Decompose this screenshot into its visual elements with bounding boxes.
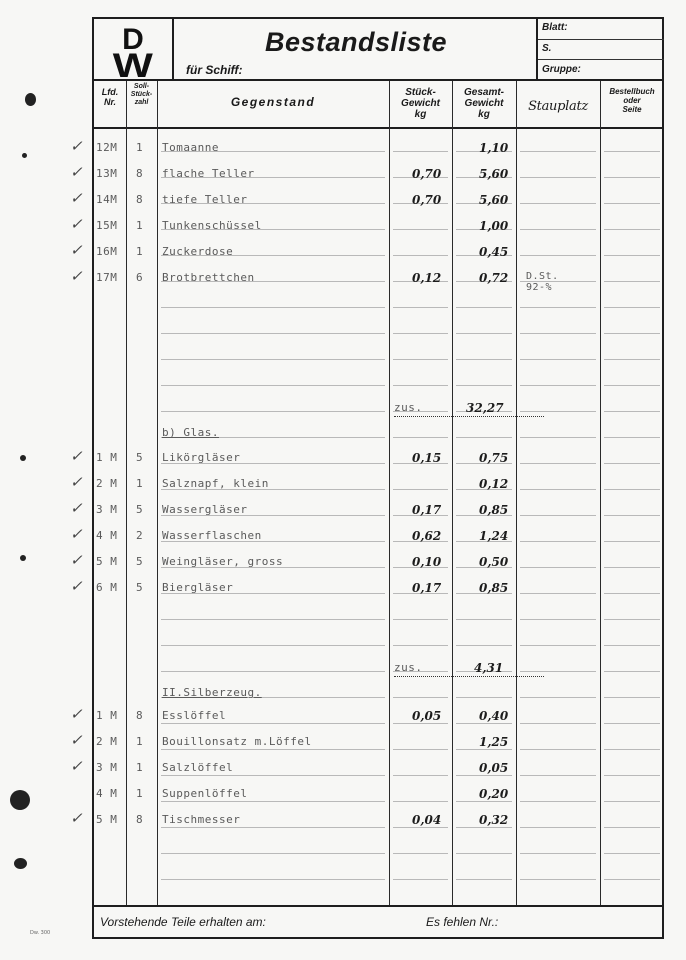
table-row	[70, 757, 666, 781]
row-number: 13M	[96, 167, 118, 180]
table-row	[70, 267, 666, 293]
row-item-name: Zuckerdose	[162, 245, 234, 258]
row-number: 3 M	[96, 761, 118, 774]
punch-hole	[22, 153, 27, 158]
row-quantity: 1	[136, 761, 144, 774]
row-total-weight: 0,40	[479, 709, 509, 723]
row-quantity: 1	[136, 787, 144, 800]
row-quantity: 6	[136, 271, 144, 284]
row-number: 12M	[96, 141, 118, 154]
check-mark: ✓	[70, 757, 83, 775]
row-item-name: Brotbrettchen	[162, 271, 255, 284]
table-row	[70, 525, 666, 549]
section-glass-title: b) Glas.	[162, 426, 219, 439]
check-mark: ✓	[70, 267, 83, 285]
row-number: 5 M	[96, 555, 118, 568]
row-total-weight: 0,85	[479, 581, 509, 595]
table-row	[70, 241, 666, 265]
table-row	[94, 785, 666, 807]
row-item-name: Salzlöffel	[162, 761, 234, 774]
row-quantity: 5	[136, 581, 144, 594]
row-number: 3 M	[96, 503, 118, 516]
row-quantity: 8	[136, 193, 144, 206]
row-item-name: Tomaanne	[162, 141, 219, 154]
punch-hole	[20, 455, 26, 461]
row-quantity: 1	[136, 735, 144, 748]
subtotal-label: zus.	[394, 401, 423, 414]
section-heading	[94, 684, 666, 706]
row-total-weight: 5,60	[479, 167, 509, 181]
row-total-weight: 0,72	[479, 271, 509, 285]
row-item-name: Wasserflaschen	[162, 529, 262, 542]
row-unit-weight: 0,70	[412, 193, 442, 207]
row-total-weight: 0,75	[479, 451, 509, 465]
row-unit-weight: 0,04	[412, 813, 442, 827]
received-label: Vorstehende Teile erhalten am:	[100, 915, 266, 929]
row-item-name: Salznapf, klein	[162, 477, 269, 490]
row-number: 5 M	[96, 813, 118, 826]
subtotal-label: zus.	[394, 661, 423, 674]
ship-label: für Schiff:	[186, 63, 243, 77]
punch-hole	[20, 555, 26, 561]
subtotal-row	[94, 399, 666, 421]
check-mark: ✓	[70, 809, 83, 827]
row-unit-weight: 0,10	[412, 555, 442, 569]
row-item-name: Tunkenschüssel	[162, 219, 262, 232]
col-storage: Stauplatz	[528, 99, 588, 114]
row-quantity: 5	[136, 451, 144, 464]
row-quantity: 1	[136, 141, 144, 154]
col-total-weight: Gesamt- Gewicht kg	[463, 87, 504, 120]
row-quantity: 8	[136, 709, 144, 722]
col-order-book: Bestellbuch oder Seite	[609, 87, 655, 114]
check-mark: ✓	[70, 499, 83, 517]
table-row	[70, 215, 666, 239]
row-item-name: Likörgläser	[162, 451, 241, 464]
subtotal-value: 4,31	[474, 661, 504, 675]
table-row	[70, 163, 666, 187]
row-total-weight: 0,05	[479, 761, 509, 775]
row-total-weight: 0,12	[479, 477, 509, 491]
row-quantity: 8	[136, 813, 144, 826]
logo-letter-w: W	[112, 46, 153, 79]
form-footer	[94, 905, 662, 937]
check-mark: ✓	[70, 577, 83, 595]
row-unit-weight: 0,12	[412, 271, 442, 285]
check-mark: ✓	[70, 525, 83, 543]
row-total-weight: 0,45	[479, 245, 509, 259]
row-number: 17M	[96, 271, 118, 284]
row-unit-weight: 0,15	[412, 451, 442, 465]
check-mark: ✓	[70, 163, 83, 181]
form-title: Bestandsliste	[265, 27, 448, 57]
check-mark: ✓	[70, 473, 83, 491]
check-mark: ✓	[70, 447, 83, 465]
row-item-name: tiefe Teller	[162, 193, 248, 206]
table-row	[70, 499, 666, 523]
row-quantity: 2	[136, 529, 144, 542]
table-row	[70, 809, 666, 833]
table-row	[70, 137, 666, 161]
check-mark: ✓	[70, 215, 83, 233]
row-number: 2 M	[96, 735, 118, 748]
table-row	[70, 447, 666, 471]
row-quantity: 5	[136, 555, 144, 568]
row-total-weight: 0,32	[479, 813, 509, 827]
row-number: 4 M	[96, 529, 118, 542]
row-item-name: Tischmesser	[162, 813, 241, 826]
row-item-name: Bouillonsatz m.Löffel	[162, 735, 312, 748]
row-number: 1 M	[96, 451, 118, 464]
row-number: 4 M	[96, 787, 118, 800]
row-total-weight: 1,24	[479, 529, 509, 543]
row-total-weight: 5,60	[479, 193, 509, 207]
row-item-name: Weingläser, gross	[162, 555, 284, 568]
row-quantity: 8	[136, 167, 144, 180]
row-number: 2 M	[96, 477, 118, 490]
section-silver-title: II.Silberzeug.	[162, 686, 262, 699]
row-total-weight: 1,10	[479, 141, 509, 155]
row-total-weight: 0,85	[479, 503, 509, 517]
row-quantity: 1	[136, 477, 144, 490]
table-row	[70, 577, 666, 601]
row-total-weight: 0,50	[479, 555, 509, 569]
row-unit-weight: 0,17	[412, 503, 442, 517]
row-number: 1 M	[96, 709, 118, 722]
row-total-weight: 1,00	[479, 219, 509, 233]
logo-letter-d: D	[122, 23, 144, 56]
table-row	[70, 189, 666, 213]
section-heading	[94, 424, 666, 446]
row-item-name: Biergläser	[162, 581, 234, 594]
check-mark: ✓	[70, 241, 83, 259]
row-quantity: 1	[136, 219, 144, 232]
row-quantity: 1	[136, 245, 144, 258]
inventory-form	[70, 17, 664, 939]
subtotal-value: 32,27	[466, 401, 504, 415]
row-total-weight: 0,20	[479, 787, 509, 801]
sheet-label: Blatt:	[542, 22, 568, 33]
row-quantity: 5	[136, 503, 144, 516]
group-label: Gruppe:	[542, 64, 581, 75]
col-item: Gegenstand	[230, 95, 316, 109]
row-item-name: Suppenlöffel	[162, 787, 248, 800]
subtotal-row	[94, 659, 666, 681]
row-number: 15M	[96, 219, 118, 232]
col-lfd-nr: Lfd. Nr.	[101, 87, 119, 107]
check-mark: ✓	[70, 189, 83, 207]
row-item-name: flache Teller	[162, 167, 255, 180]
row-unit-weight: 0,62	[412, 529, 442, 543]
row-total-weight: 1,25	[479, 735, 509, 749]
row-unit-weight: 0,05	[412, 709, 442, 723]
table-row	[70, 705, 666, 729]
check-mark: ✓	[70, 551, 83, 569]
page-label: S.	[542, 43, 552, 54]
form-number: Dw. 300	[30, 930, 51, 936]
row-item-name: Wassergläser	[162, 503, 248, 516]
table-row	[70, 473, 666, 497]
row-number: 16M	[96, 245, 118, 258]
col-unit-weight: Stück- Gewicht kg	[401, 87, 440, 120]
row-storage-note: D.St. 92-%	[526, 271, 559, 293]
row-number: 14M	[96, 193, 118, 206]
punch-hole	[14, 858, 27, 869]
company-logo	[94, 19, 174, 81]
row-unit-weight: 0,17	[412, 581, 442, 595]
punch-hole	[10, 790, 30, 810]
row-number: 6 M	[96, 581, 118, 594]
punch-hole	[25, 93, 36, 106]
table-row	[70, 731, 666, 755]
check-mark: ✓	[70, 137, 83, 155]
col-quantity: Soll- Stück- zahl	[130, 83, 153, 106]
missing-label: Es fehlen Nr.:	[426, 915, 499, 929]
check-mark: ✓	[70, 705, 83, 723]
check-mark: ✓	[70, 731, 83, 749]
row-item-name: Esslöffel	[162, 709, 227, 722]
table-row	[70, 551, 666, 575]
sheet-info-box	[536, 19, 664, 81]
row-unit-weight: 0,70	[412, 167, 442, 181]
